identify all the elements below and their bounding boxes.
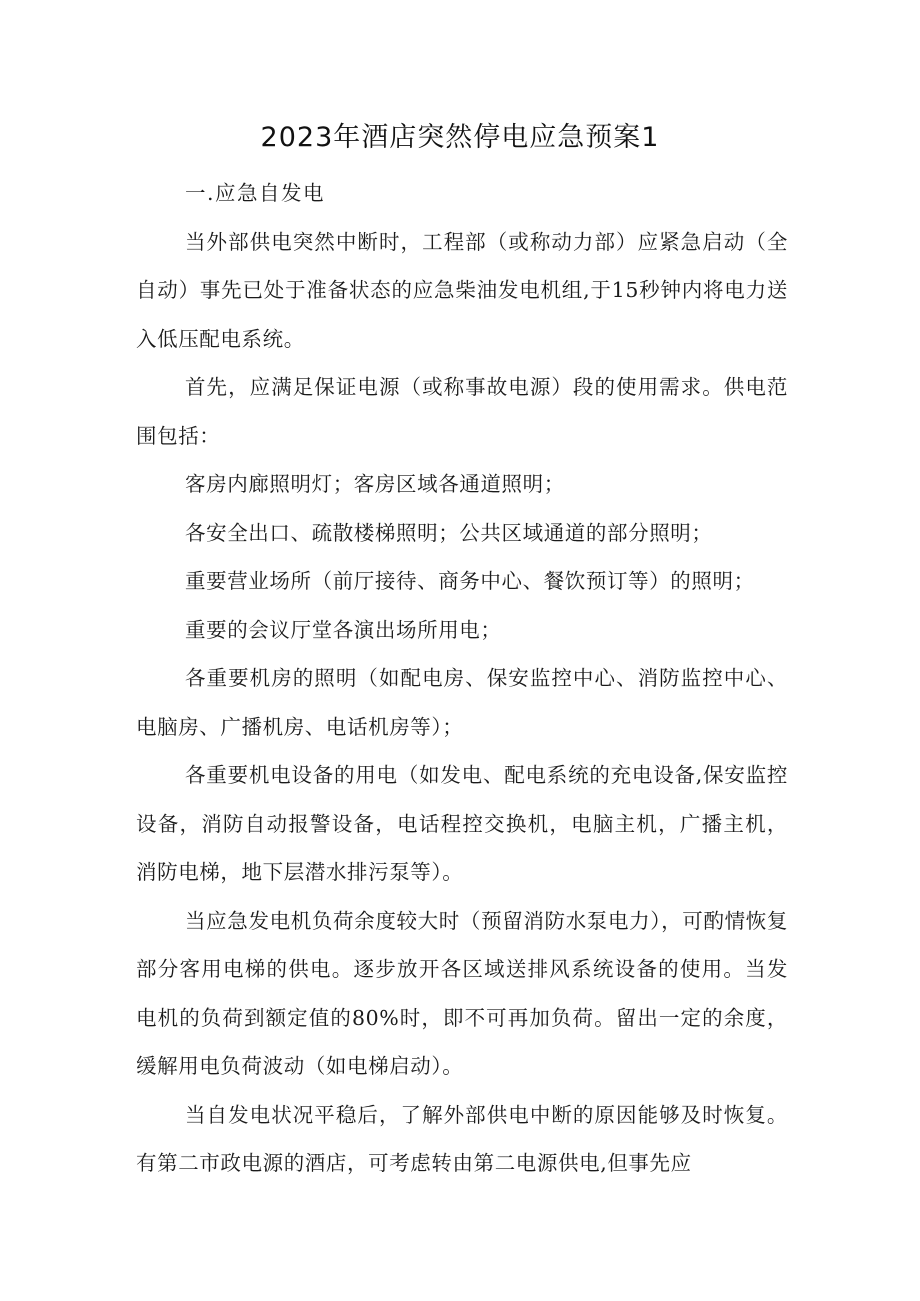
paragraph: 当外部供电突然中断时，工程部（或称动力部）应紧急启动（全自动）事先已处于准备状态的应急柴油发电机组,于15秒钟内将电力送入低压配电系统。	[136, 229, 788, 351]
document-title: 2023年酒店突然停电应急预案1	[260, 122, 660, 153]
paragraph: 首先，应满足保证电源（或称事故电源）段的使用需求。供电范围包括：	[136, 375, 788, 448]
paragraph: 各安全出口、疏散楼梯照明；公共区域通道的部分照明；	[185, 520, 713, 545]
paragraph: 重要的会议厅堂各演出场所用电；	[185, 617, 502, 642]
paragraph: 重要营业场所（前厅接待、商务中心、餐饮预订等）的照明；	[185, 569, 755, 593]
paragraph: 各重要机房的照明（如配电房、保安监控中心、消防监控中心、电脑房、广播机房、电话机房等）；	[136, 666, 788, 739]
paragraph: 客房内廊照明灯；客房区域各通道照明；	[185, 472, 565, 496]
paragraph: 当应急发电机负荷余度较大时（预留消防水泵电力），可酌情恢复部分客用电梯的供电。逐步放开各区域送排风系统设备的使用。当发电机的负荷到额定值的80%时，即不可再加负荷。留出一定的余度，缓解用电负荷波动（如电梯启动）。	[136, 908, 788, 1078]
section-heading: 一.应急自发电	[185, 181, 326, 205]
paragraph: 各重要机电设备的用电（如发电、配电系统的充电设备,保安监控设备，消防自动报警设备，电话程控交换机，电脑主机，广播主机，消防电梯，地下层潜水排污泵等）。	[136, 763, 788, 884]
paragraph: 当自发电状况平稳后，了解外部供电中断的原因能够及时恢复。有第二市政电源的酒店，可考虑转由第二电源供电,但事先应	[136, 1102, 788, 1175]
document-body	[136, 169, 788, 1188]
